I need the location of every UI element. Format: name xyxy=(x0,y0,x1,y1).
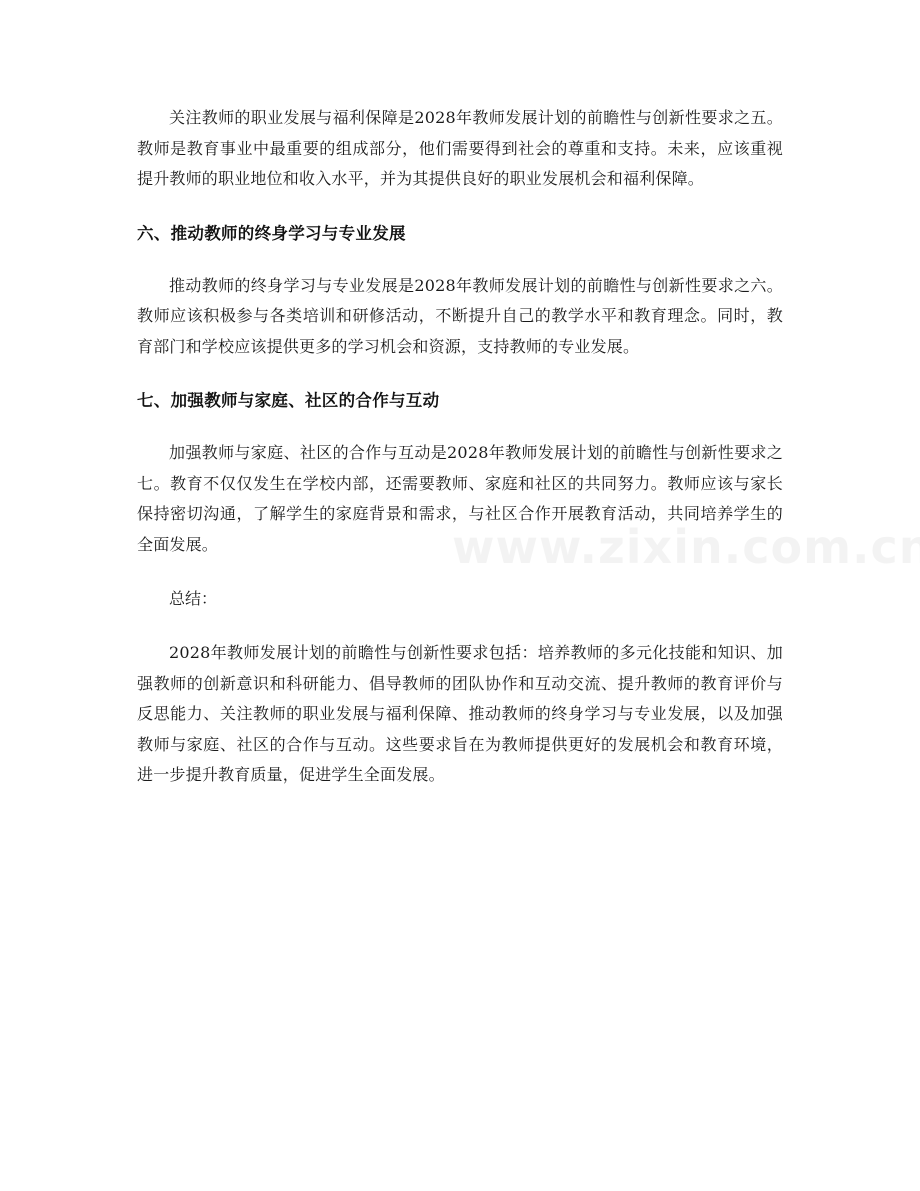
paragraph-career-welfare: 关注教师的职业发展与福利保障是2028年教师发展计划的前瞻性与创新性要求之五。教师是教育事业中最重要的组成部分，他们需要得到社会的尊重和支持。未来，应该重视提升教师的职业地位和收入水平，并为其提供良好的职业发展机会和福利保障。 xyxy=(137,108,783,188)
paragraph-summary: 2028年教师发展计划的前瞻性与创新性要求包括：培养教师的多元化技能和知识、加强教师的创新意识和科研能力、倡导教师的团队协作和互动交流、提升教师的教育评价与反思能力、关注教师的职业发展与福利保障、推动教师的终身学习与专业发展，以及加强教师与家庭、社区的合作与互动。这些要求旨在为教师提供更好的发展机会和教育环境，进一步提升教育质量，促进学生全面发展。 xyxy=(137,643,783,784)
section-heading-lifelong-learning: 六、推动教师的终身学习与专业发展 xyxy=(137,223,406,243)
section-heading-family-community: 七、加强教师与家庭、社区的合作与互动 xyxy=(137,391,440,410)
summary-label: 总结： xyxy=(169,589,218,608)
paragraph-lifelong-learning: 推动教师的终身学习与专业发展是2028年教师发展计划的前瞻性与创新性要求之六。教师应该积极参与各类培训和研修活动，不断提升自己的教学水平和教育理念。同时，教育部门和学校应该提供更多的学习机会和资源，支持教师的专业发展。 xyxy=(137,275,783,356)
paragraph-family-community: 加强教师与家庭、社区的合作与互动是2028年教师发展计划的前瞻性与创新性要求之七。教育不仅仅发生在学校内部，还需要教师、家庭和社区的共同努力。教师应该与家长保持密切沟通，了解学生的家庭背景和需求，与社区合作开展教育活动，共同培养学生的全面发展。 xyxy=(137,443,783,554)
